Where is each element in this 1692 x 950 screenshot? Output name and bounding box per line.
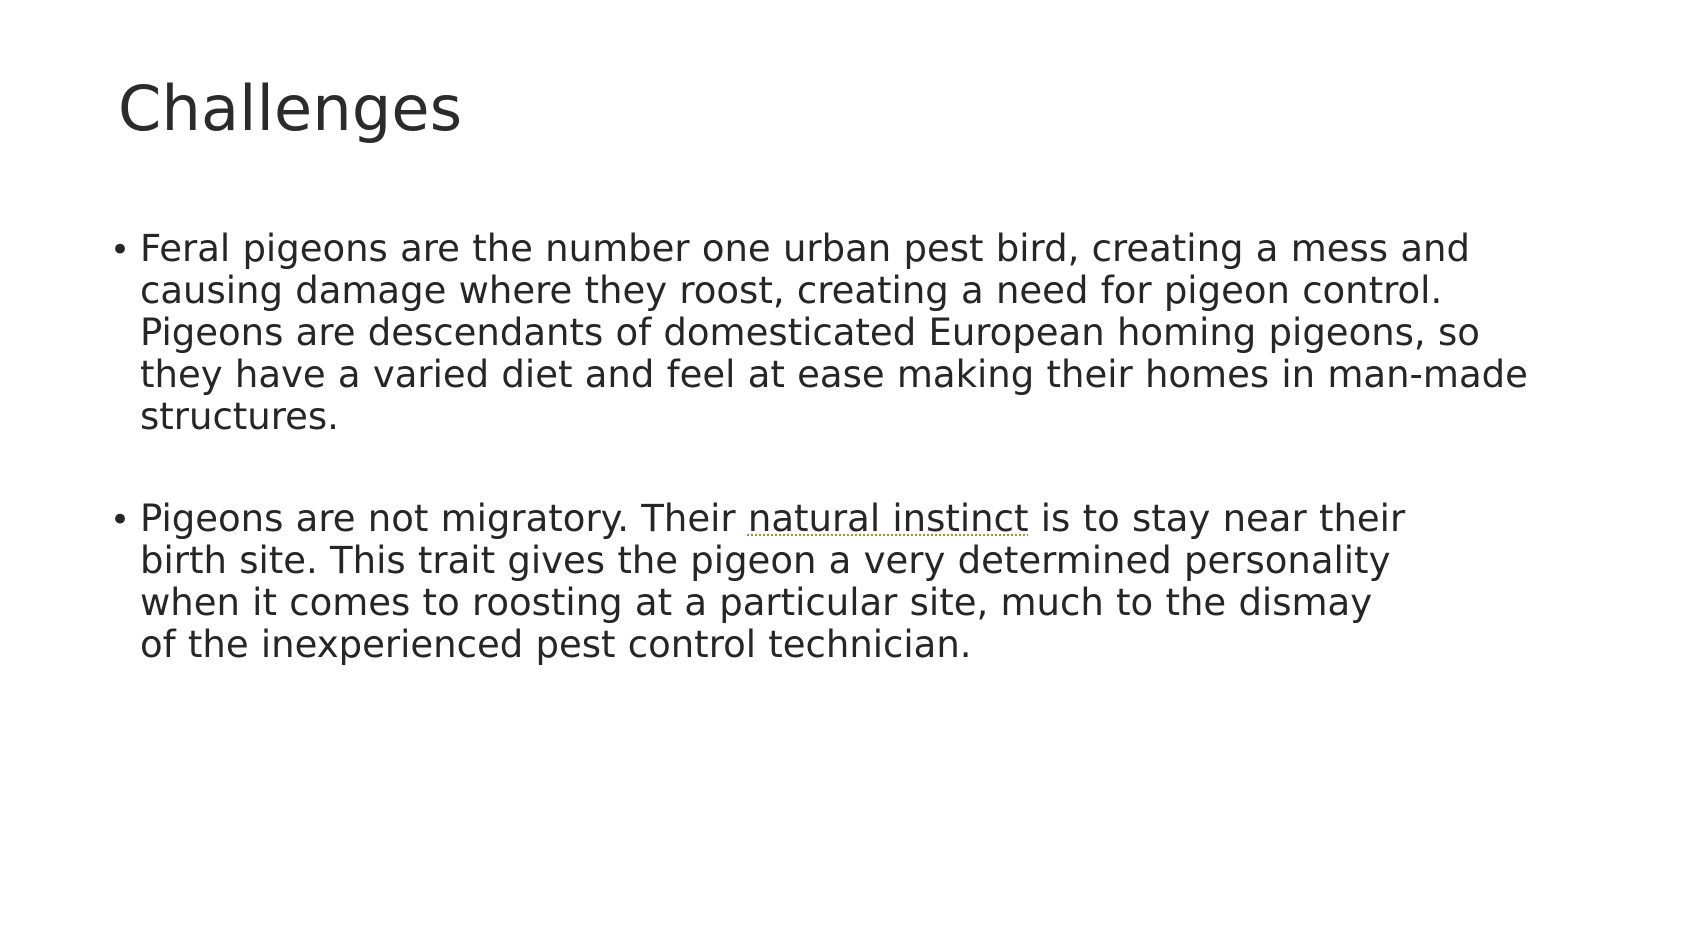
list-item-text-run-trailing: is to stay near their birth site. This trait gives the pigeon a very determined personality when it comes to roosting at a particular site, much to the dismay of the inexperienced pest control technician. <box>140 496 1406 666</box>
spellcheck-underlined-phrase: natural instinct <box>747 496 1029 540</box>
bullet-icon: • <box>110 230 131 270</box>
page-title: Challenges <box>118 72 463 145</box>
list-item-text <box>140 498 1420 666</box>
list-item-text-run: Feral pigeons are the number one urban pest bird, creating a mess and causing damage where they roost, creating a need for pigeon control. Pigeons are descendants of domesticated European homing pigeons, so they have a varied diet and feel at ease making their homes in man-made structures. <box>140 227 1528 438</box>
list-item <box>110 498 1550 666</box>
list-item <box>110 228 1550 438</box>
slide-body <box>110 228 1550 666</box>
list-item-text <box>140 228 1550 438</box>
list-item-text-run-leading: Pigeons are not migratory. Their <box>140 496 748 540</box>
bullet-icon: • <box>110 499 131 540</box>
